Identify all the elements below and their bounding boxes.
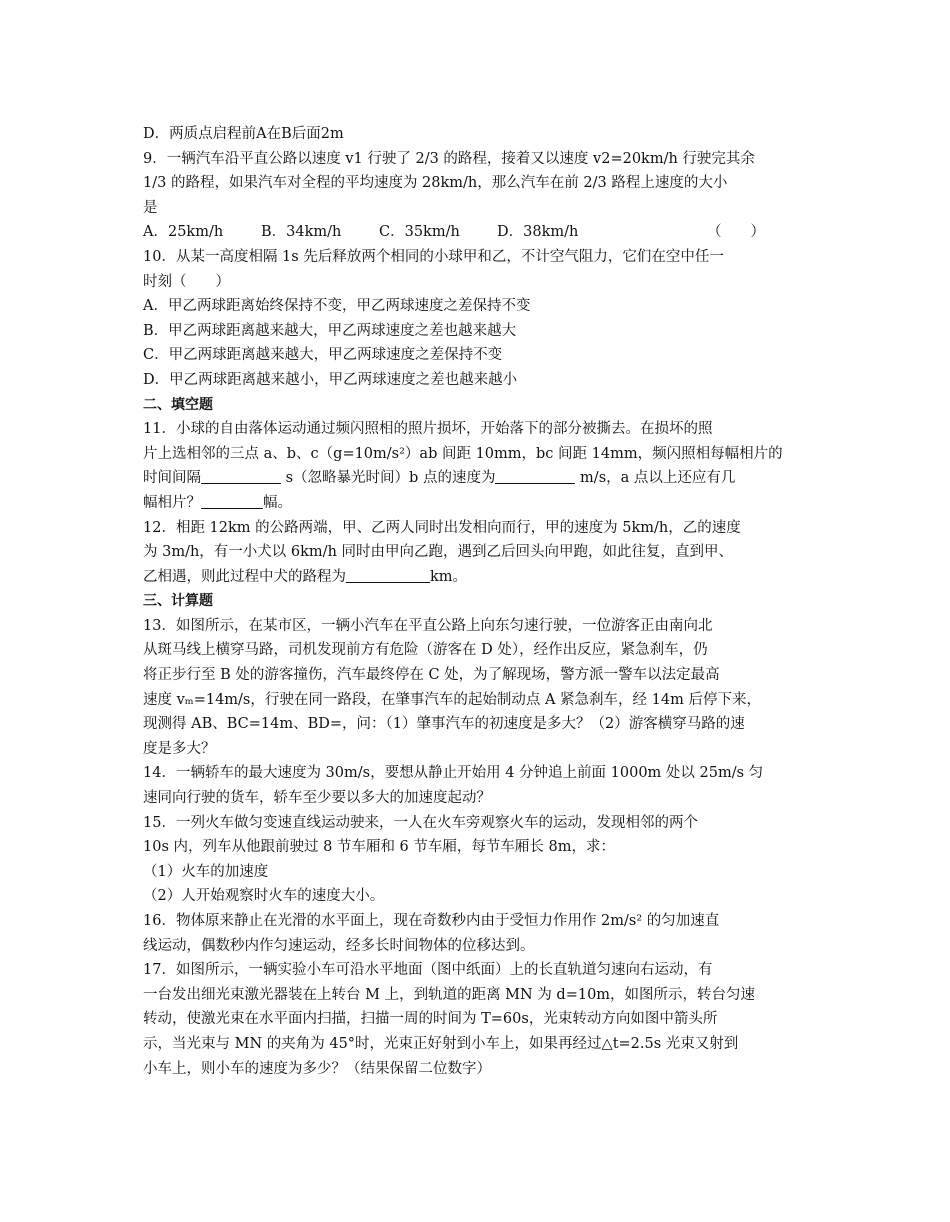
section-heading-calculation: 三、计算题 [143,593,213,610]
q13-line-5: 现测得 AB、BC=14m、BD=，问：（1）肇事汽车的初速度是多大？（2）游客横穿马路的速 [143,716,745,733]
q10-option-a: A．甲乙两球距离始终保持不变，甲乙两球速度之差保持不变 [143,298,531,315]
q9-option-b: B．34km/h [261,224,342,241]
q14-line-1: 14．一辆轿车的最大速度为 30m/s，要想从静止开始用 4 分钟追上前面 1000m 处以 25m/s 匀 [143,765,764,782]
q10-option-d: D．甲乙两球距离越来越小，甲乙两球速度之差也越来越小 [143,371,518,388]
q11-blank-photos[interactable] [201,492,263,509]
q13-line-2: 从斑马线上横穿马路，司机发现前方有危险（游客在 D 处），经作出反应，紧急刹车，仍 [143,642,708,659]
q9-answer-paren: （ ） [707,224,765,241]
q12-text-a: 乙相遇，则此过程中犬的路程为 [143,568,346,585]
q10-line-2: 时刻（ ） [143,273,230,290]
q17-line-3: 转动，使激光束在水平面内扫描，扫描一周的时间为 T=60s，光束转动方向如图中箭头所 [143,1011,718,1028]
q15-line-2: 10s 内，列车从他跟前驶过 8 节车厢和 6 节车厢，每节车厢长 8m，求： [143,839,615,856]
q15-line-1: 15．一列火车做匀变速直线运动驶来，一人在火车旁观察火车的运动，发现相邻的两个 [143,814,698,831]
q10-line-1: 10．从某一高度相隔 1s 先后释放两个相同的小球甲和乙，不计空气阻力，它们在空中任一 [143,248,724,265]
q11-text-c: m/s，a 点以上还应有几 [575,470,736,487]
q17-line-5: 小车上，则小车的速度为多少？（结果保留二位数字） [143,1060,491,1077]
q14-line-2: 速同向行驶的货车，轿车至少要以多大的加速度起动？ [143,790,491,807]
q15-line-4: （2）人开始观察时火车的速度大小。 [143,888,385,905]
q12-text-b: km。 [430,568,468,585]
q11-blank-interval[interactable] [201,467,281,484]
exam-page [143,122,823,1081]
q11-text-b: s（忽略暴光时间）b 点的速度为 [281,470,496,487]
q13-line-3: 将正步行至 B 处的游客撞伤，汽车最终停在 C 处，为了解现场，警方派一警车以法定最高 [143,667,720,684]
q17-line-1: 17．如图所示，一辆实验小车可沿水平地面（图中纸面）上的长直轨道匀速向右运动，有 [143,962,713,979]
q13-line-4: 速度 vₘ=14m/s，行驶在同一路段，在肇事汽车的起始制动点 A 紧急刹车，经 14m 后停下来， [143,691,761,708]
q11-blank-speed[interactable] [495,467,575,484]
q9-option-a: A．25km/h [143,224,224,241]
q12-line-2: 为 3m/h，有一小犬以 6km/h 同时由甲向乙跑，遇到乙后回头向甲跑，如此往复，直到甲、 [143,544,734,561]
q11-text-e: 幅。 [263,494,292,511]
q8-option-d: D．两质点启程前A在B后面2m [143,126,344,142]
q9-line-3: 是 [143,199,158,216]
q11-line-4 [143,491,823,516]
q11-line-3 [143,466,823,491]
q16-line-1: 16．物体原来静止在光滑的水平面上，现在奇数秒内由于受恒力作用作 2m/s² 的匀加速直 [143,913,720,929]
q9-line-1: 9．一辆汽车沿平直公路以速度 v1 行驶了 2/3 的路程，接着又以速度 v2=20km/h 行驶完其余 [143,150,755,167]
q10-option-c: C．甲乙两球距离越来越大，甲乙两球速度之差保持不变 [143,347,503,364]
q10-option-b: B．甲乙两球距离越来越大，甲乙两球速度之差也越来越大 [143,322,517,339]
q9-option-c: C．35km/h [379,224,460,241]
q16-line-2: 线运动，偶数秒内作匀速运动，经多长时间物体的位移达到。 [143,937,535,954]
q15-line-3: （1）火车的加速度 [143,863,269,880]
q13-line-6: 度是多大？ [143,740,216,757]
q12-line-1: 12．相距 12km 的公路两端，甲、乙两人同时出发相向而行，甲的速度为 5km/h，乙的速度 [143,519,741,536]
q11-line-2: 片上选相邻的三点 a、b、c（g=10m/s²）ab 间距 10mm，bc 间距 14mm，频闪照相每幅相片的 [143,445,783,462]
q13-line-1: 13．如图所示，在某市区，一辆小汽车在平直公路上向东匀速行驶，一位游客正由南向北 [143,617,713,634]
section-heading-fill-in: 二、填空题 [143,396,213,413]
q11-line-1: 11．小球的自由落体运动通过频闪照相的照片损坏，开始落下的部分被撕去。在损坏的照 [143,421,713,438]
q11-text-d: 幅相片？ [143,494,201,511]
q11-text-a: 时间间隔 [143,470,201,487]
q9-option-d: D．38km/h [497,224,579,241]
q17-line-2: 一台发出细光束激光器装在上转台 M 上，到轨道的距离 MN 为 d=10m，如图所示，转台匀速 [143,986,756,1003]
q17-line-4: 示，当光束与 MN 的夹角为 45°时，光束正好射到小车上，如果再经过△t=2.5s 光束又射到 [143,1035,739,1052]
q9-line-2: 1/3 的路程，如果汽车对全程的平均速度为 28km/h，那么汽车在前 2/3 路程上速度的大小 [143,175,728,192]
q12-blank-distance[interactable] [346,566,430,583]
q12-line-3 [143,565,823,590]
q9-choices [143,220,823,245]
